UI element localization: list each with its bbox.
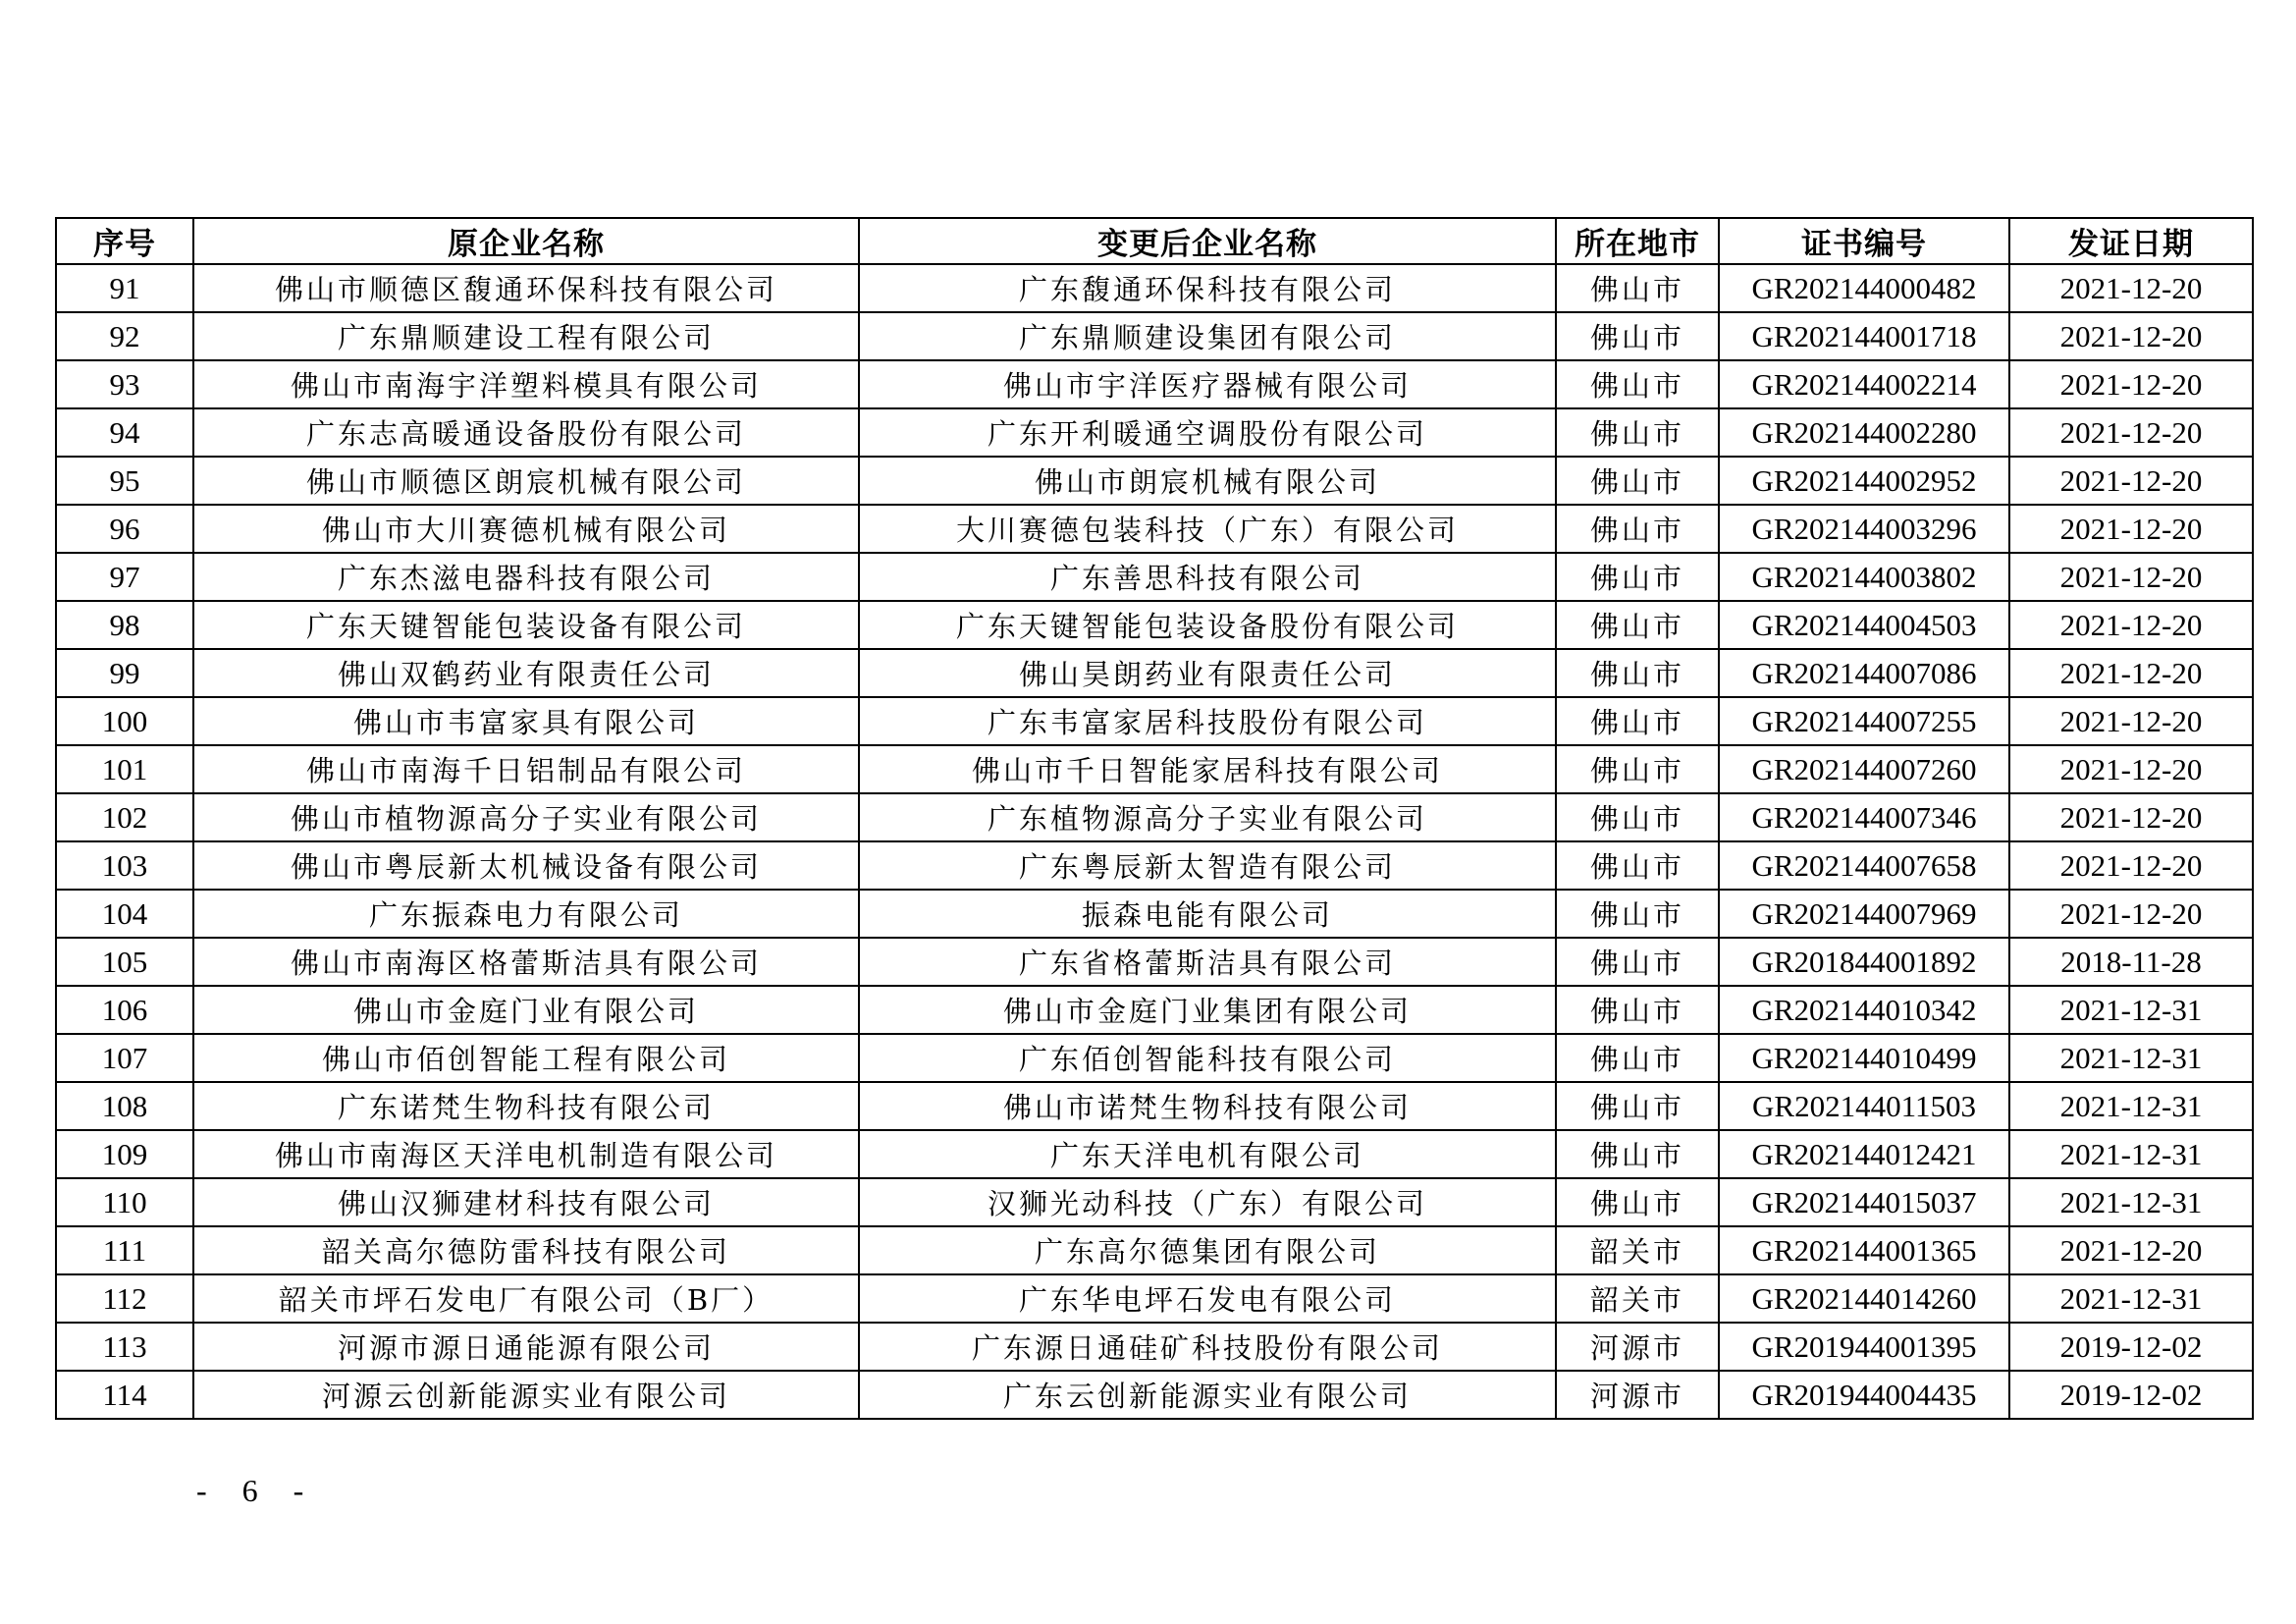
cell-original-name: 佛山市佰创智能工程有限公司 — [193, 1034, 859, 1082]
cell-new-name: 广东善思科技有限公司 — [859, 553, 1556, 601]
cell-original-name: 佛山市粤辰新太机械设备有限公司 — [193, 841, 859, 890]
cell-city: 佛山市 — [1556, 745, 1719, 793]
company-name-change-table — [55, 217, 2254, 1420]
cell-new-name: 大川赛德包装科技（广东）有限公司 — [859, 505, 1556, 553]
cell-new-name: 广东粤辰新太智造有限公司 — [859, 841, 1556, 890]
cell-original-name: 佛山市顺德区馥通环保科技有限公司 — [193, 264, 859, 312]
header-new-name: 变更后企业名称 — [859, 218, 1556, 264]
table-row — [56, 793, 2253, 841]
company-name-change-table-container — [55, 217, 2252, 1420]
cell-city: 佛山市 — [1556, 553, 1719, 601]
table-header — [56, 218, 2253, 264]
cell-original-name: 佛山市金庭门业有限公司 — [193, 986, 859, 1034]
cell-issue-date: 2019-12-02 — [2009, 1323, 2253, 1371]
cell-serial-number: 107 — [56, 1034, 193, 1082]
cell-issue-date: 2021-12-31 — [2009, 1178, 2253, 1226]
cell-certificate-number: GR202144007086 — [1719, 649, 2009, 697]
cell-certificate-number: GR202144014260 — [1719, 1274, 2009, 1323]
cell-certificate-number: GR202144004503 — [1719, 601, 2009, 649]
table-row — [56, 986, 2253, 1034]
table-row — [56, 1130, 2253, 1178]
cell-new-name: 广东韦富家居科技股份有限公司 — [859, 697, 1556, 745]
cell-original-name: 佛山汉狮建材科技有限公司 — [193, 1178, 859, 1226]
cell-original-name: 广东诺梵生物科技有限公司 — [193, 1082, 859, 1130]
cell-original-name: 河源云创新能源实业有限公司 — [193, 1371, 859, 1419]
cell-issue-date: 2021-12-20 — [2009, 1226, 2253, 1274]
table-row — [56, 264, 2253, 312]
cell-certificate-number: GR202144010342 — [1719, 986, 2009, 1034]
table-row — [56, 1226, 2253, 1274]
table-row — [56, 745, 2253, 793]
cell-issue-date: 2021-12-20 — [2009, 360, 2253, 408]
cell-original-name: 韶关高尔德防雷科技有限公司 — [193, 1226, 859, 1274]
cell-issue-date: 2021-12-31 — [2009, 1130, 2253, 1178]
cell-city: 佛山市 — [1556, 793, 1719, 841]
cell-city: 韶关市 — [1556, 1226, 1719, 1274]
cell-issue-date: 2021-12-20 — [2009, 264, 2253, 312]
cell-issue-date: 2021-12-20 — [2009, 457, 2253, 505]
cell-serial-number: 97 — [56, 553, 193, 601]
cell-issue-date: 2021-12-20 — [2009, 793, 2253, 841]
cell-new-name: 佛山市金庭门业集团有限公司 — [859, 986, 1556, 1034]
cell-serial-number: 93 — [56, 360, 193, 408]
cell-serial-number: 108 — [56, 1082, 193, 1130]
page-number: - 6 - — [196, 1473, 318, 1508]
table-row — [56, 553, 2253, 601]
cell-certificate-number: GR201944001395 — [1719, 1323, 2009, 1371]
cell-serial-number: 95 — [56, 457, 193, 505]
cell-new-name: 振森电能有限公司 — [859, 890, 1556, 938]
cell-new-name: 广东佰创智能科技有限公司 — [859, 1034, 1556, 1082]
table-row — [56, 360, 2253, 408]
table-row — [56, 1371, 2253, 1419]
cell-original-name: 佛山市植物源高分子实业有限公司 — [193, 793, 859, 841]
cell-original-name: 佛山市韦富家具有限公司 — [193, 697, 859, 745]
cell-certificate-number: GR202144011503 — [1719, 1082, 2009, 1130]
cell-city: 韶关市 — [1556, 1274, 1719, 1323]
cell-serial-number: 105 — [56, 938, 193, 986]
cell-issue-date: 2021-12-20 — [2009, 408, 2253, 457]
cell-original-name: 广东振森电力有限公司 — [193, 890, 859, 938]
cell-serial-number: 110 — [56, 1178, 193, 1226]
header-city: 所在地市 — [1556, 218, 1719, 264]
cell-new-name: 广东天洋电机有限公司 — [859, 1130, 1556, 1178]
table-row — [56, 1034, 2253, 1082]
cell-serial-number: 104 — [56, 890, 193, 938]
cell-new-name: 广东华电坪石发电有限公司 — [859, 1274, 1556, 1323]
table-row — [56, 505, 2253, 553]
cell-city: 佛山市 — [1556, 312, 1719, 360]
cell-serial-number: 100 — [56, 697, 193, 745]
cell-issue-date: 2021-12-20 — [2009, 649, 2253, 697]
cell-original-name: 佛山双鹤药业有限责任公司 — [193, 649, 859, 697]
cell-city: 佛山市 — [1556, 1082, 1719, 1130]
cell-city: 佛山市 — [1556, 505, 1719, 553]
header-serial-number: 序号 — [56, 218, 193, 264]
cell-serial-number: 106 — [56, 986, 193, 1034]
cell-certificate-number: GR202144007260 — [1719, 745, 2009, 793]
header-issue-date: 发证日期 — [2009, 218, 2253, 264]
cell-original-name: 韶关市坪石发电厂有限公司（B厂） — [193, 1274, 859, 1323]
header-row — [56, 218, 2253, 264]
cell-original-name: 佛山市顺德区朗宸机械有限公司 — [193, 457, 859, 505]
cell-new-name: 广东鼎顺建设集团有限公司 — [859, 312, 1556, 360]
cell-original-name: 广东天键智能包装设备有限公司 — [193, 601, 859, 649]
cell-serial-number: 102 — [56, 793, 193, 841]
cell-city: 佛山市 — [1556, 264, 1719, 312]
cell-new-name: 广东天键智能包装设备股份有限公司 — [859, 601, 1556, 649]
cell-certificate-number: GR202144000482 — [1719, 264, 2009, 312]
cell-original-name: 佛山市南海宇洋塑料模具有限公司 — [193, 360, 859, 408]
cell-city: 佛山市 — [1556, 1034, 1719, 1082]
cell-issue-date: 2021-12-20 — [2009, 890, 2253, 938]
table-row — [56, 649, 2253, 697]
cell-certificate-number: GR201844001892 — [1719, 938, 2009, 986]
cell-original-name: 广东杰滋电器科技有限公司 — [193, 553, 859, 601]
cell-serial-number: 98 — [56, 601, 193, 649]
cell-city: 河源市 — [1556, 1371, 1719, 1419]
cell-city: 佛山市 — [1556, 1130, 1719, 1178]
cell-city: 佛山市 — [1556, 649, 1719, 697]
cell-new-name: 广东馥通环保科技有限公司 — [859, 264, 1556, 312]
cell-serial-number: 112 — [56, 1274, 193, 1323]
cell-city: 佛山市 — [1556, 938, 1719, 986]
cell-issue-date: 2021-12-31 — [2009, 986, 2253, 1034]
cell-issue-date: 2021-12-20 — [2009, 601, 2253, 649]
cell-new-name: 广东省格蕾斯洁具有限公司 — [859, 938, 1556, 986]
cell-original-name: 河源市源日通能源有限公司 — [193, 1323, 859, 1371]
cell-issue-date: 2021-12-20 — [2009, 312, 2253, 360]
cell-serial-number: 91 — [56, 264, 193, 312]
cell-issue-date: 2018-11-28 — [2009, 938, 2253, 986]
cell-issue-date: 2019-12-02 — [2009, 1371, 2253, 1419]
cell-new-name: 广东云创新能源实业有限公司 — [859, 1371, 1556, 1419]
table-row — [56, 841, 2253, 890]
cell-certificate-number: GR202144001718 — [1719, 312, 2009, 360]
cell-city: 佛山市 — [1556, 986, 1719, 1034]
cell-certificate-number: GR202144007346 — [1719, 793, 2009, 841]
cell-certificate-number: GR202144015037 — [1719, 1178, 2009, 1226]
cell-issue-date: 2021-12-31 — [2009, 1034, 2253, 1082]
header-original-name: 原企业名称 — [193, 218, 859, 264]
table-row — [56, 1178, 2253, 1226]
header-certificate-number: 证书编号 — [1719, 218, 2009, 264]
cell-new-name: 佛山昊朗药业有限责任公司 — [859, 649, 1556, 697]
cell-certificate-number: GR202144002280 — [1719, 408, 2009, 457]
cell-new-name: 佛山市诺梵生物科技有限公司 — [859, 1082, 1556, 1130]
cell-new-name: 佛山市宇洋医疗器械有限公司 — [859, 360, 1556, 408]
table-row — [56, 601, 2253, 649]
cell-issue-date: 2021-12-20 — [2009, 841, 2253, 890]
cell-new-name: 广东植物源高分子实业有限公司 — [859, 793, 1556, 841]
cell-original-name: 佛山市南海千日铝制品有限公司 — [193, 745, 859, 793]
cell-certificate-number: GR202144001365 — [1719, 1226, 2009, 1274]
cell-issue-date: 2021-12-20 — [2009, 745, 2253, 793]
cell-new-name: 汉狮光动科技（广东）有限公司 — [859, 1178, 1556, 1226]
cell-city: 佛山市 — [1556, 601, 1719, 649]
cell-serial-number: 111 — [56, 1226, 193, 1274]
cell-city: 佛山市 — [1556, 457, 1719, 505]
cell-city: 河源市 — [1556, 1323, 1719, 1371]
cell-city: 佛山市 — [1556, 360, 1719, 408]
table-row — [56, 408, 2253, 457]
cell-certificate-number: GR201944004435 — [1719, 1371, 2009, 1419]
cell-new-name: 广东源日通硅矿科技股份有限公司 — [859, 1323, 1556, 1371]
table-row — [56, 938, 2253, 986]
cell-issue-date: 2021-12-31 — [2009, 1082, 2253, 1130]
cell-original-name: 佛山市南海区天洋电机制造有限公司 — [193, 1130, 859, 1178]
table-row — [56, 1274, 2253, 1323]
cell-original-name: 广东志高暖通设备股份有限公司 — [193, 408, 859, 457]
cell-city: 佛山市 — [1556, 890, 1719, 938]
table-row — [56, 890, 2253, 938]
cell-serial-number: 92 — [56, 312, 193, 360]
cell-certificate-number: GR202144007969 — [1719, 890, 2009, 938]
cell-city: 佛山市 — [1556, 841, 1719, 890]
cell-serial-number: 114 — [56, 1371, 193, 1419]
cell-issue-date: 2021-12-20 — [2009, 697, 2253, 745]
cell-certificate-number: GR202144003802 — [1719, 553, 2009, 601]
cell-issue-date: 2021-12-31 — [2009, 1274, 2253, 1323]
table-row — [56, 697, 2253, 745]
cell-issue-date: 2021-12-20 — [2009, 505, 2253, 553]
cell-city: 佛山市 — [1556, 1178, 1719, 1226]
table-row — [56, 1323, 2253, 1371]
table-row — [56, 1082, 2253, 1130]
cell-certificate-number: GR202144002952 — [1719, 457, 2009, 505]
cell-certificate-number: GR202144003296 — [1719, 505, 2009, 553]
cell-serial-number: 109 — [56, 1130, 193, 1178]
cell-serial-number: 113 — [56, 1323, 193, 1371]
cell-certificate-number: GR202144012421 — [1719, 1130, 2009, 1178]
cell-issue-date: 2021-12-20 — [2009, 553, 2253, 601]
table-body — [56, 264, 2253, 1419]
cell-city: 佛山市 — [1556, 697, 1719, 745]
cell-new-name: 佛山市千日智能家居科技有限公司 — [859, 745, 1556, 793]
cell-new-name: 佛山市朗宸机械有限公司 — [859, 457, 1556, 505]
cell-serial-number: 96 — [56, 505, 193, 553]
cell-serial-number: 94 — [56, 408, 193, 457]
cell-new-name: 广东开利暖通空调股份有限公司 — [859, 408, 1556, 457]
cell-original-name: 佛山市大川赛德机械有限公司 — [193, 505, 859, 553]
table-row — [56, 312, 2253, 360]
cell-original-name: 佛山市南海区格蕾斯洁具有限公司 — [193, 938, 859, 986]
cell-certificate-number: GR202144007255 — [1719, 697, 2009, 745]
cell-city: 佛山市 — [1556, 408, 1719, 457]
cell-certificate-number: GR202144007658 — [1719, 841, 2009, 890]
cell-new-name: 广东高尔德集团有限公司 — [859, 1226, 1556, 1274]
cell-original-name: 广东鼎顺建设工程有限公司 — [193, 312, 859, 360]
cell-certificate-number: GR202144002214 — [1719, 360, 2009, 408]
cell-serial-number: 101 — [56, 745, 193, 793]
cell-serial-number: 103 — [56, 841, 193, 890]
cell-certificate-number: GR202144010499 — [1719, 1034, 2009, 1082]
cell-serial-number: 99 — [56, 649, 193, 697]
table-row — [56, 457, 2253, 505]
